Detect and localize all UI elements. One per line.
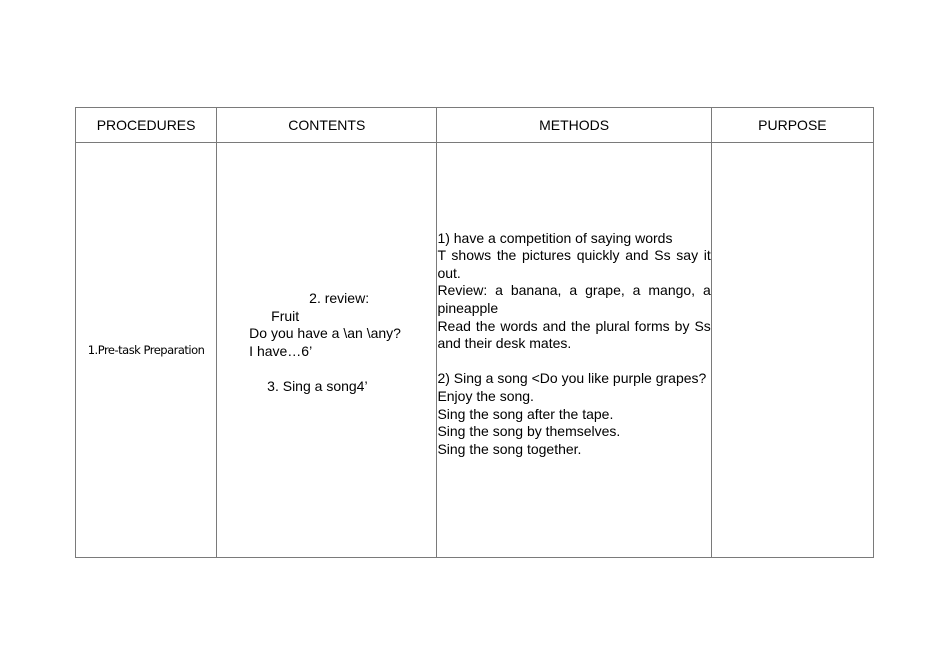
methods-spacer xyxy=(437,353,710,371)
methods-together: Sing the song together. xyxy=(437,440,582,457)
methods-after-tape: Sing the song after the tape. xyxy=(437,405,614,422)
purpose-cell xyxy=(711,143,873,558)
methods-song-title: 2) Sing a song <Do you like purple grapes? xyxy=(437,370,707,387)
contents-cell xyxy=(217,143,437,558)
methods-competition-title: 1) have a competition of saying words xyxy=(437,229,673,246)
lesson-plan-table xyxy=(75,107,874,558)
contents-i-have: I have…6’ xyxy=(249,342,313,359)
methods-cell xyxy=(437,143,711,558)
header-contents: CONTENTS xyxy=(217,108,437,143)
table-row xyxy=(76,143,874,558)
header-procedures: PROCEDURES xyxy=(76,108,217,143)
methods-enjoy: Enjoy the song. xyxy=(437,387,534,404)
methods-competition-desc: T shows the pictures quickly and Ss say it out. xyxy=(437,247,711,281)
methods-by-themselves: Sing the song by themselves. xyxy=(437,423,621,440)
header-methods: METHODS xyxy=(437,108,711,143)
header-row xyxy=(76,108,874,143)
contents-sing-song: 3. Sing a song4’ xyxy=(267,378,368,394)
contents-review: 2. review: xyxy=(309,290,370,306)
contents-fruit: Fruit xyxy=(271,307,300,324)
procedure-cell: 1.Pre-task Preparation xyxy=(76,143,217,558)
header-purpose: PURPOSE xyxy=(711,108,873,143)
contents-do-you-have: Do you have a \an \any? xyxy=(249,325,401,342)
methods-read-words: Read the words and the plural forms by Ss and their desk mates. xyxy=(437,317,711,352)
methods-review-words: Review: a banana, a grape, a mango, a pineapple xyxy=(437,282,711,317)
